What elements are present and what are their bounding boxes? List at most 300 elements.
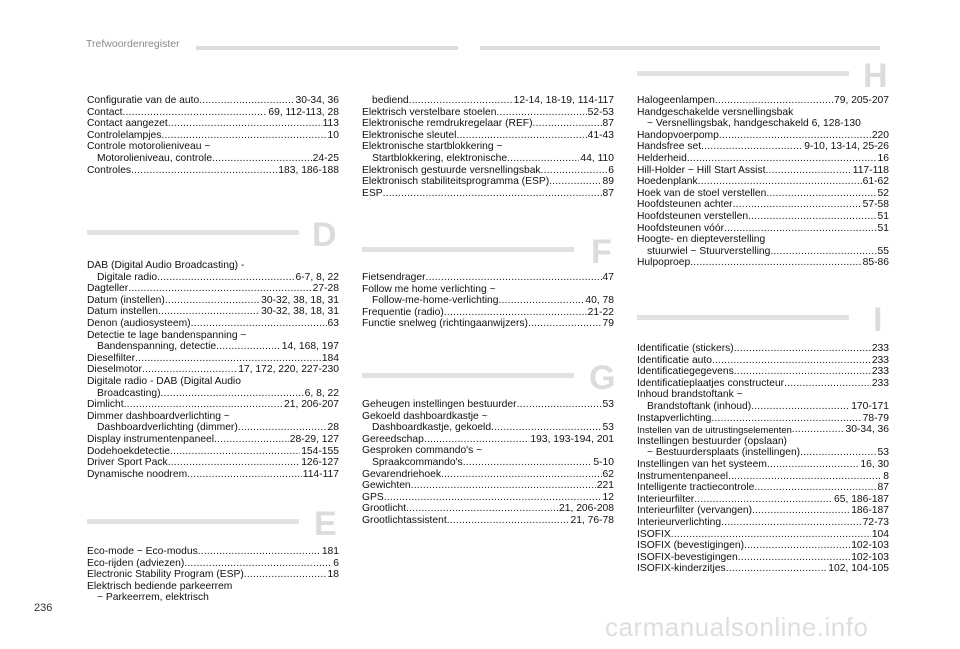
page-number: 236 — [34, 602, 53, 614]
entry-pages: 89 — [602, 176, 614, 188]
entry-leader — [142, 364, 237, 376]
entry-pages: 30-32, 38, 18, 31 — [261, 294, 339, 306]
index-entry — [637, 540, 889, 552]
entry-pages: 30-32, 38, 18, 31 — [261, 306, 339, 318]
entry-pages: 41-43 — [587, 129, 614, 141]
section-header-g — [362, 358, 614, 398]
entry-pages: 21-22 — [587, 306, 614, 318]
entry-leader — [187, 469, 302, 481]
entry-pages: 181 — [321, 546, 339, 557]
entry-leader — [463, 457, 593, 469]
entry-term: Grootlicht — [362, 503, 407, 515]
entry-pages: 233 — [871, 343, 889, 354]
entry-term: Grootlichtassistent — [362, 514, 447, 526]
entry-pages: 18 — [327, 569, 339, 581]
index-entry — [362, 434, 614, 446]
entry-pages: 87 — [602, 187, 614, 199]
entry-leader — [748, 211, 876, 223]
entry-leader — [383, 188, 602, 200]
index-entry — [637, 378, 889, 390]
entry-leader — [715, 95, 833, 107]
entry-pages: 78-79 — [862, 412, 889, 424]
index-entry — [637, 366, 889, 378]
entry-term: Hoedenplank — [637, 176, 698, 188]
index-entry — [362, 515, 614, 527]
entry-term: Elektronische sleutel — [362, 129, 457, 141]
index-block-c-col1 — [87, 95, 339, 176]
index-entry: Gesproken commando's ~ — [362, 445, 483, 457]
index-entry — [87, 388, 339, 400]
entry-leader — [549, 176, 601, 188]
entry-pages: 44, 110 — [580, 152, 614, 164]
entry-term: Dimlicht — [87, 399, 124, 411]
entry-term: Digitale radio — [97, 271, 158, 283]
entry-leader — [734, 366, 871, 378]
index-entry — [87, 457, 339, 469]
entry-pages: 61-62 — [862, 176, 889, 188]
entry-pages: 114-117 — [302, 468, 339, 480]
entry-term: Hoofdsteunen vóór — [637, 222, 725, 234]
entry-pages: 12 — [602, 491, 614, 503]
entry-pages: 6 — [608, 164, 614, 176]
entry-leader — [517, 399, 602, 411]
index-entry — [87, 569, 339, 581]
index-block-i — [637, 343, 889, 575]
entry-leader — [792, 424, 845, 436]
entry-term: Hill-Holder ~ Hill Start Assist — [637, 164, 766, 176]
section-letter: G — [589, 359, 616, 397]
section-header-f — [362, 232, 614, 272]
entry-term: Identificatie auto — [637, 354, 712, 366]
index-block-h — [637, 95, 889, 269]
entry-leader — [733, 199, 862, 211]
entry-pages: 186-187 — [851, 505, 889, 517]
index-entry — [362, 480, 614, 492]
entry-pages: 72-73 — [862, 516, 889, 528]
entry-term: Handsfree set — [637, 141, 702, 153]
entry-pages: 65, 186-187 — [834, 493, 889, 505]
index-entry — [362, 107, 614, 119]
entry-pages: 17, 172, 220, 227-230 — [238, 364, 339, 376]
entry-pages: 79 — [602, 318, 614, 330]
index-entry — [87, 353, 339, 365]
entry-term: Elektronische remdrukregelaar (REF) — [362, 118, 533, 130]
entry-term: Dieselfilter — [87, 352, 136, 364]
entry-leader — [212, 153, 312, 165]
entry-pages: 113 — [322, 118, 339, 130]
entry-pages: 21, 206-208 — [559, 503, 614, 515]
index-entry — [87, 318, 339, 330]
entry-leader — [687, 153, 877, 165]
index-entry — [87, 107, 339, 119]
entry-leader — [124, 399, 283, 411]
entry-pages: 87 — [877, 482, 889, 494]
entry-term: GPS — [362, 491, 384, 503]
entry-term: Instellen van de uitrustingselementen — [637, 424, 792, 436]
entry-leader — [528, 318, 602, 330]
entry-pages: 6 — [333, 557, 339, 569]
entry-pages: 221 — [596, 480, 614, 492]
entry-leader — [751, 401, 850, 413]
entry-leader — [541, 165, 608, 177]
index-entry: Instellingen bestuurder (opslaan) — [637, 435, 787, 447]
entry-term: Eco-mode ~ Eco-modus — [87, 546, 198, 557]
entry-term: Instrumentenpaneel — [637, 470, 729, 482]
header-title: Trefwoordenregister — [86, 38, 180, 50]
entry-term: Electronic Stability Program (ESP) — [87, 569, 244, 581]
entry-pages: 220 — [871, 129, 889, 141]
entry-pages: 6, 8, 22 — [304, 387, 339, 399]
entry-leader — [158, 306, 260, 318]
entry-pages: 52 — [877, 187, 889, 199]
entry-leader — [738, 552, 850, 564]
entry-leader — [128, 283, 311, 295]
index-entry — [637, 505, 889, 517]
index-entry — [637, 494, 889, 506]
section-rule — [637, 71, 849, 76]
section-header-e — [87, 504, 339, 544]
entry-term: Contact aangezet — [87, 118, 168, 130]
index-entry — [362, 188, 614, 200]
index-entry — [637, 343, 889, 355]
index-entry — [362, 307, 614, 319]
index-entry — [87, 130, 339, 142]
index-entry — [637, 563, 889, 575]
index-entry — [87, 546, 339, 558]
section-header-i — [637, 300, 889, 340]
entry-term: Hoofdsteunen verstellen — [637, 210, 749, 222]
entry-leader — [770, 246, 876, 258]
entry-leader — [238, 422, 327, 434]
entry-pages: 52-53 — [587, 106, 614, 118]
index-entry — [87, 364, 339, 376]
entry-pages: 102-103 — [851, 540, 889, 552]
section-letter: F — [591, 233, 612, 271]
entry-pages: 102-103 — [851, 551, 889, 563]
entry-term: Contact — [87, 106, 123, 118]
entry-pages: 16, 30 — [860, 458, 889, 470]
index-entry — [637, 401, 889, 413]
entry-pages: 57-58 — [862, 199, 889, 211]
index-entry — [362, 492, 614, 504]
entry-pages: 170-171 — [851, 400, 889, 412]
entry-pages: 51 — [877, 222, 889, 234]
index-entry — [87, 341, 339, 353]
header-rule — [196, 46, 458, 50]
entry-pages: 87 — [602, 118, 614, 130]
entry-term: Configuratie van de auto — [87, 95, 200, 106]
entry-leader — [766, 188, 876, 200]
entry-leader — [765, 165, 851, 177]
section-header-h — [637, 56, 889, 96]
entry-term: Hoofdsteunen achter — [637, 199, 733, 211]
entry-pages: 28-29, 127 — [289, 433, 339, 445]
index-entry — [637, 246, 889, 258]
index-block-f — [362, 272, 614, 330]
entry-term: Fietsendrager — [362, 272, 426, 283]
entry-leader — [244, 569, 327, 581]
entry-pages: 55 — [877, 245, 889, 257]
index-entry — [637, 176, 889, 188]
entry-pages: 10 — [327, 129, 339, 141]
entry-pages: 51 — [877, 210, 889, 222]
entry-pages: 79, 205-207 — [834, 95, 889, 106]
entry-term: Identificatieplaatjes constructeur — [637, 377, 785, 389]
entry-pages: 53 — [877, 447, 889, 459]
entry-term: Controles — [87, 164, 132, 176]
entry-term: Dagteller — [87, 283, 129, 295]
entry-pages: 30-34, 36 — [295, 95, 339, 106]
entry-term: Dashboardkastje, gekoeld — [372, 422, 492, 434]
index-entry — [637, 95, 889, 107]
entry-pages: 40, 78 — [585, 295, 614, 307]
entry-term: Helderheid — [637, 152, 687, 164]
entry-leader — [444, 307, 587, 319]
entry-leader — [157, 272, 294, 284]
index-entry — [362, 469, 614, 481]
entry-term: Broadcasting) — [97, 387, 161, 399]
entry-leader — [198, 546, 321, 558]
entry-term: ISOFIX — [637, 528, 671, 540]
entry-leader — [728, 471, 882, 483]
index-entry — [87, 272, 339, 284]
index-entry — [87, 118, 339, 130]
entry-leader — [698, 176, 862, 188]
entry-term: Gevarendriehoek — [362, 468, 441, 480]
index-entry — [362, 318, 614, 330]
entry-leader — [507, 153, 579, 165]
entry-term: Identificatie (stickers) — [637, 343, 734, 354]
entry-term: Bandenspanning, detectie — [97, 341, 217, 353]
entry-leader — [384, 492, 602, 504]
entry-term: Halogeenlampen — [637, 95, 715, 106]
entry-pages: 8 — [883, 470, 889, 482]
entry-pages: 27-28 — [312, 283, 339, 295]
entry-term: Eco-rijden (adviezen) — [87, 557, 185, 569]
entry-term: Follow-me-home-verlichting — [372, 295, 499, 307]
entry-leader — [161, 130, 326, 142]
index-entry: Digitale radio - DAB (Digital Audio — [87, 375, 241, 387]
entry-term: Hoek van de stoel verstellen — [637, 187, 767, 199]
index-entry — [87, 434, 339, 446]
entry-pages: 62 — [602, 468, 614, 480]
section-rule — [637, 315, 849, 320]
entry-leader — [184, 558, 332, 570]
index-entry — [87, 558, 339, 570]
index-entry: ~ Parkeerrem, elektrisch — [97, 592, 209, 604]
entry-leader — [694, 494, 833, 506]
index-entry — [362, 130, 614, 142]
entry-pages: 6-7, 8, 22 — [295, 271, 339, 283]
index-entry — [362, 153, 614, 165]
entry-pages: 16 — [877, 152, 889, 164]
entry-leader — [214, 434, 289, 446]
entry-term: Dieselmotor — [87, 364, 142, 376]
entry-pages: 233 — [871, 354, 889, 366]
section-letter: I — [873, 301, 883, 339]
entry-term: ESP — [362, 187, 383, 199]
entry-leader — [161, 388, 304, 400]
index-entry — [87, 422, 339, 434]
index-entry — [637, 223, 889, 235]
index-entry — [637, 199, 889, 211]
entry-term: stuurwiel ~ Stuurverstelling — [647, 245, 771, 257]
entry-term: bediend — [372, 95, 409, 106]
entry-pages: 126-127 — [301, 457, 339, 469]
entry-leader — [711, 413, 861, 425]
entry-pages: 47 — [602, 272, 614, 283]
entry-term: Startblokkering, elektronische — [372, 152, 508, 164]
entry-leader — [533, 118, 602, 130]
entry-leader — [690, 257, 861, 269]
entry-pages: 21, 76-78 — [570, 514, 614, 526]
entry-leader — [216, 341, 281, 353]
index-entry: Controle motorolieniveau ~ — [87, 141, 211, 153]
index-entry — [87, 295, 339, 307]
entry-leader — [199, 95, 294, 107]
entry-term: Geheugen instellingen bestuurder — [362, 399, 517, 410]
section-letter: H — [863, 57, 888, 95]
entry-leader — [456, 130, 586, 142]
entry-pages: 85-86 — [862, 257, 889, 269]
index-entry — [637, 165, 889, 177]
entry-pages: 102, 104-105 — [828, 563, 889, 575]
entry-pages: 21, 206-207 — [284, 399, 339, 411]
entry-leader — [411, 480, 596, 492]
entry-term: Identificatiegegevens — [637, 366, 734, 378]
entry-pages: 14, 168, 197 — [281, 341, 339, 353]
section-letter: E — [314, 505, 337, 543]
section-rule — [87, 519, 299, 524]
entry-term: Dynamische noodrem — [87, 468, 188, 480]
index-entry — [637, 211, 889, 223]
entry-pages: 154-155 — [301, 445, 339, 457]
entry-pages: 5-10 — [593, 456, 614, 468]
entry-leader — [752, 505, 850, 517]
entry-leader — [426, 272, 602, 284]
entry-term: ISOFIX (bevestigingen) — [637, 540, 745, 552]
entry-term: Instellingen van het systeem — [637, 458, 767, 470]
entry-term: Dodehoekdetectie — [87, 445, 171, 457]
entry-term: Elektronisch stabiliteitsprogramma (ESP) — [362, 176, 550, 188]
index-entry — [362, 295, 614, 307]
index-entry — [637, 529, 889, 541]
index-entry: Gekoeld dashboardkastje ~ — [362, 410, 488, 422]
entry-pages: 24-25 — [312, 152, 339, 164]
entry-term: Dashboardverlichting (dimmer) — [97, 422, 238, 434]
entry-leader — [135, 353, 321, 365]
section-rule — [87, 230, 299, 235]
section-letter: D — [312, 216, 337, 254]
entry-leader — [406, 503, 558, 515]
entry-leader — [123, 107, 268, 119]
entry-term: ISOFIX-bevestigingen — [637, 551, 738, 563]
entry-leader — [131, 165, 277, 177]
index-entry — [637, 413, 889, 425]
entry-term: Spraakcommando's — [372, 456, 463, 468]
entry-leader — [424, 434, 530, 446]
entry-term: Functie snelweg (richtingaanwijzers) — [362, 318, 528, 330]
entry-term: Gereedschap — [362, 433, 424, 445]
entry-leader — [497, 107, 587, 119]
entry-leader — [754, 482, 876, 494]
entry-leader — [726, 563, 828, 575]
index-entry — [87, 306, 339, 318]
entry-term: Intelligente tractiecontrole — [637, 482, 755, 494]
index-entry — [87, 165, 339, 177]
entry-leader — [170, 446, 300, 458]
entry-pages: 12-14, 18-19, 114-117 — [513, 95, 614, 106]
index-entry — [362, 457, 614, 469]
index-entry: DAB (Digital Audio Broadcasting) - — [87, 260, 245, 271]
entry-leader — [719, 130, 871, 142]
entry-leader — [191, 318, 327, 330]
index-entry — [87, 469, 339, 481]
entry-pages: 53 — [602, 422, 614, 434]
index-entry: Inhoud brandstoftank ~ — [637, 389, 743, 401]
entry-pages: 183, 186-188 — [278, 164, 339, 176]
index-entry — [637, 459, 889, 471]
entry-leader — [734, 343, 871, 355]
entry-leader — [491, 422, 601, 434]
entry-leader — [447, 515, 570, 527]
index-entry: ~ Versnellingsbak, handgeschakeld 6, 128-130 — [647, 118, 861, 130]
entry-term: ISOFIX-kinderzitjes — [637, 563, 726, 575]
index-entry: Hoogte- en diepteverstelling — [637, 234, 766, 246]
section-rule — [362, 247, 574, 252]
entry-leader — [498, 295, 584, 307]
entry-leader — [724, 223, 877, 235]
index-entry — [637, 552, 889, 564]
index-entry: Elektronische startblokkering ~ — [362, 141, 503, 153]
index-block-e-cont — [362, 95, 614, 199]
entry-term: Elektronisch gestuurde versnellingsbak — [362, 164, 541, 176]
entry-term: Interieurfilter (vervangen) — [637, 505, 753, 517]
entry-term: Handopvoerpomp — [637, 129, 719, 141]
index-entry — [87, 153, 339, 165]
index-entry — [362, 176, 614, 188]
entry-leader — [165, 295, 260, 307]
index-entry: Follow me home verlichting ~ — [362, 283, 496, 295]
index-entry — [362, 503, 614, 515]
entry-pages: 30-34, 36 — [845, 424, 889, 436]
index-entry: Elektrisch bediende parkeerrem — [87, 580, 233, 592]
entry-term: Frequentie (radio) — [362, 306, 444, 318]
index-entry — [87, 399, 339, 411]
index-entry: Dimmer dashboardverlichting ~ — [87, 410, 230, 422]
index-block-g — [362, 399, 614, 527]
entry-leader — [671, 529, 871, 541]
index-block-e — [87, 546, 339, 604]
index-entry — [637, 355, 889, 367]
entry-pages: 233 — [871, 377, 889, 389]
header-rule-right — [480, 46, 880, 50]
entry-term: Brandstoftank (inhoud) — [647, 400, 752, 412]
entry-leader — [168, 457, 301, 469]
entry-pages: 104 — [871, 528, 889, 540]
index-entry — [637, 471, 889, 483]
watermark: carmanualsonline.info — [605, 612, 869, 642]
entry-pages: 53 — [602, 399, 614, 410]
entry-leader — [744, 540, 850, 552]
index-entry — [637, 130, 889, 142]
entry-term: Datum (instellen) — [87, 294, 165, 306]
index-entry — [637, 447, 889, 459]
entry-term: ~ Bestuurdersplaats (instellingen) — [647, 447, 801, 459]
entry-leader — [712, 355, 871, 367]
index-entry — [362, 118, 614, 130]
entry-leader — [800, 447, 876, 459]
